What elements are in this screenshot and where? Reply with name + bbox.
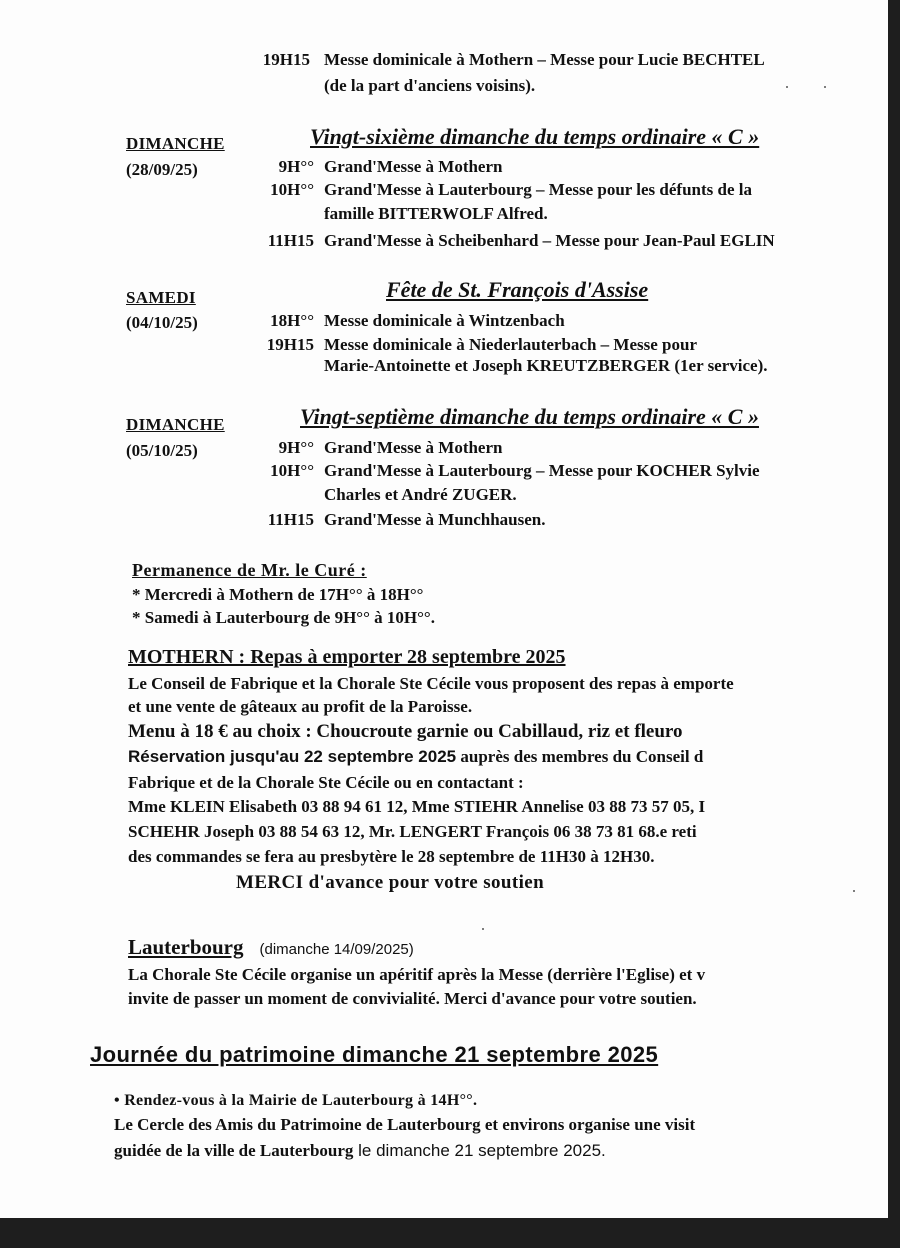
mass-text: Grand'Messe à Munchhausen. bbox=[324, 510, 546, 529]
mass-text: Grand'Messe à Scheibenhard – Messe pour Jean-Paul EGLIN bbox=[324, 231, 775, 250]
mass-text-cont: Marie-Antoinette et Joseph KREUTZBERGER (1er service). bbox=[324, 356, 768, 375]
mass-text: Grand'Messe à Mothern bbox=[324, 438, 503, 457]
day-label: DIMANCHE bbox=[126, 134, 225, 153]
rendezvous-line: • Rendez-vous à la Mairie de Lauterbourg à 14H°°. bbox=[114, 1092, 478, 1109]
day-date: (04/10/25) bbox=[126, 313, 198, 332]
thanks-line: MERCI d'avance pour votre soutien bbox=[236, 872, 545, 893]
scan-border bbox=[0, 1218, 900, 1248]
permanence-heading: Permanence de Mr. le Curé : bbox=[132, 560, 367, 580]
mass-time: 18H°° bbox=[270, 311, 314, 330]
feast-title: Fête de St. François d'Assise bbox=[386, 277, 649, 302]
scan-speck bbox=[482, 928, 484, 930]
menu-line: Menu à 18 € au choix : Choucroute garnie ou Cabillaud, riz et fleuro bbox=[128, 721, 683, 742]
day-date: (05/10/25) bbox=[126, 441, 198, 460]
mass-time: 11H15 bbox=[267, 231, 314, 250]
mothern-line: Le Conseil de Fabrique et la Chorale Ste Cécile vous proposent des repas à emporte bbox=[128, 674, 734, 693]
feast-title: Vingt-sixième dimanche du temps ordinaire « C » bbox=[310, 124, 760, 149]
permanence-line: * Samedi à Lauterbourg de 9H°° à 10H°°. bbox=[132, 608, 435, 627]
mothern-line: Fabrique et de la Chorale Ste Cécile ou en contactant : bbox=[128, 773, 524, 792]
patrimoine-line-date: le dimanche 21 septembre 2025. bbox=[353, 1141, 606, 1160]
day-label: DIMANCHE bbox=[126, 415, 225, 434]
patrimoine-line bbox=[114, 1141, 606, 1161]
feast-title: Vingt-septième dimanche du temps ordinaire « C » bbox=[300, 404, 759, 429]
mothern-line: des commandes se fera au presbytère le 28 septembre de 11H30 à 12H30. bbox=[128, 847, 655, 866]
scan-speck bbox=[853, 890, 855, 892]
lauterbourg-line: invite de passer un moment de convivialité. Merci d'avance pour votre soutien. bbox=[128, 989, 697, 1008]
mass-text-cont: famille BITTERWOLF Alfred. bbox=[324, 204, 548, 223]
mass-time: 11H15 bbox=[267, 510, 314, 529]
reservation-line bbox=[128, 747, 703, 767]
scan-border bbox=[888, 0, 900, 1248]
mass-time: 9H°° bbox=[278, 438, 314, 457]
lauterbourg-heading-row bbox=[128, 935, 414, 960]
mass-time: 9H°° bbox=[278, 157, 314, 176]
lauterbourg-line: La Chorale Ste Cécile organise un apéritif après la Messe (derrière l'Eglise) et v bbox=[128, 965, 706, 984]
mass-text-cont: Charles et André ZUGER. bbox=[324, 485, 517, 504]
day-date: (28/09/25) bbox=[126, 160, 198, 179]
day-label: SAMEDI bbox=[126, 288, 196, 307]
mass-text: Grand'Messe à Lauterbourg – Messe pour KOCHER Sylvie bbox=[324, 461, 760, 480]
contact-line: Mme KLEIN Elisabeth 03 88 94 61 12, Mme STIEHR Annelise 03 88 73 57 05, I bbox=[128, 797, 706, 816]
patrimoine-heading: Journée du patrimoine dimanche 21 septembre 2025 bbox=[90, 1042, 659, 1067]
lauterbourg-date: (dimanche 14/09/2025) bbox=[259, 941, 414, 958]
lauterbourg-heading: Lauterbourg bbox=[128, 935, 244, 959]
scan-speck bbox=[786, 86, 788, 88]
patrimoine-line: Le Cercle des Amis du Patrimoine de Lauterbourg et environs organise une visit bbox=[114, 1115, 696, 1134]
contact-line: SCHEHR Joseph 03 88 54 63 12, Mr. LENGERT François 06 38 73 81 68.e reti bbox=[128, 822, 697, 841]
scan-speck bbox=[824, 86, 826, 88]
patrimoine-line-start: guidée de la ville de Lauterbourg bbox=[114, 1141, 354, 1160]
mass-time: 10H°° bbox=[270, 461, 314, 480]
mass-text: Grand'Messe à Mothern bbox=[324, 157, 503, 176]
mass-text: Messe dominicale à Niederlauterbach – Messe pour bbox=[324, 335, 697, 354]
reservation-deadline: Réservation jusqu'au 22 septembre 2025 bbox=[128, 747, 457, 766]
mothern-line: et une vente de gâteaux au profit de la Paroisse. bbox=[128, 697, 473, 716]
permanence-line: * Mercredi à Mothern de 17H°° à 18H°° bbox=[132, 585, 424, 604]
mass-text: Messe dominicale à Wintzenbach bbox=[324, 311, 565, 330]
mass-time: 19H15 bbox=[262, 50, 310, 69]
mothern-heading: MOTHERN : Repas à emporter 28 septembre 2025 bbox=[128, 646, 566, 668]
mass-text: Messe dominicale à Mothern – Messe pour Lucie BECHTEL bbox=[324, 50, 765, 69]
reservation-rest: auprès des membres du Conseil d bbox=[456, 747, 704, 766]
mass-time: 10H°° bbox=[270, 180, 314, 199]
mass-time: 19H15 bbox=[266, 335, 314, 354]
mass-text-cont: (de la part d'anciens voisins). bbox=[324, 76, 536, 95]
mass-text: Grand'Messe à Lauterbourg – Messe pour les défunts de la bbox=[324, 180, 752, 199]
